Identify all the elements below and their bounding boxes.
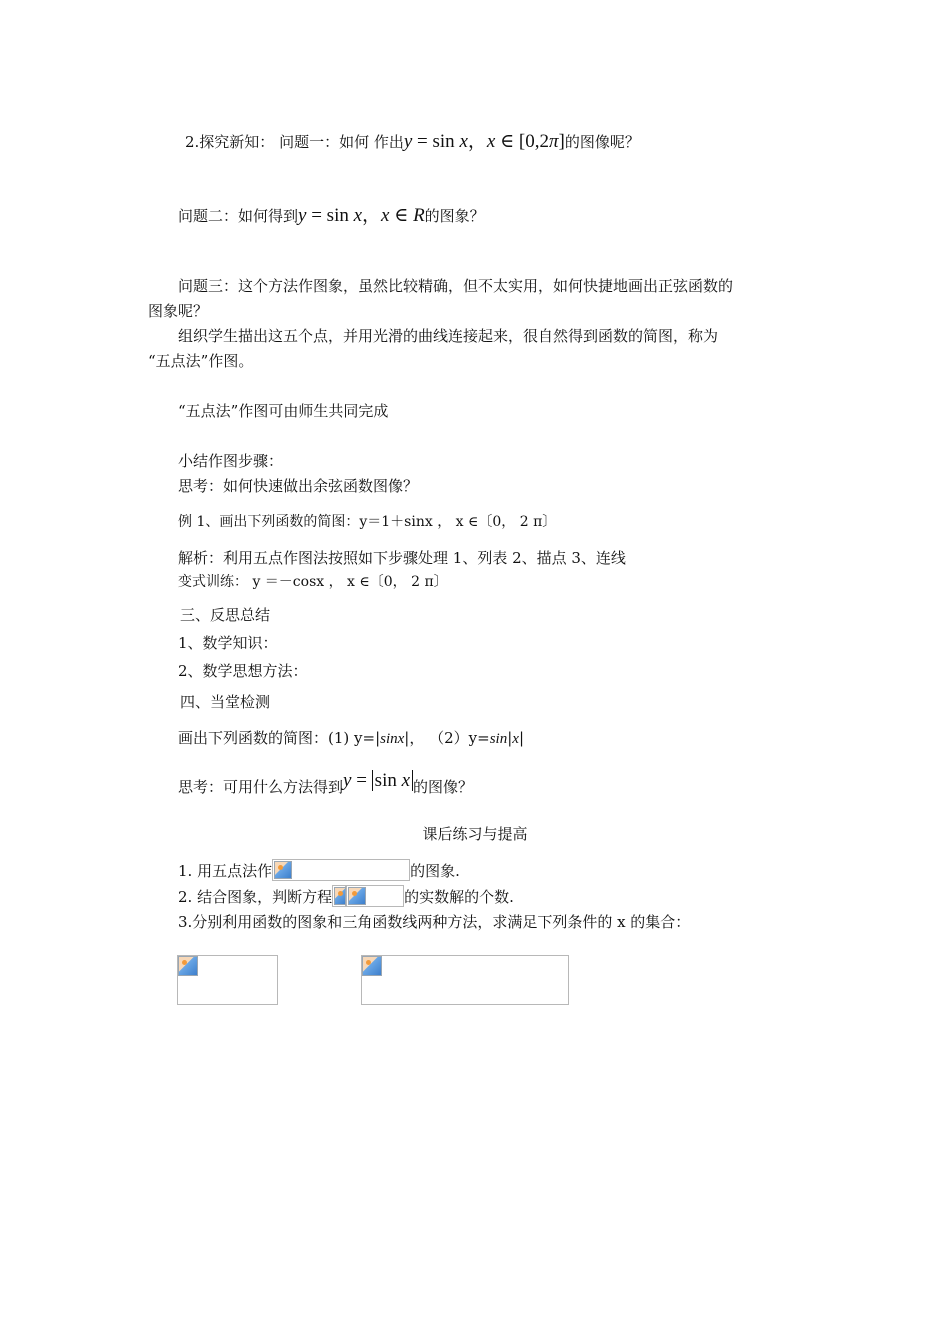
organize-line2: “五点法”作图。 [148, 352, 254, 370]
question-two-suffix: 的图象？ [424, 207, 485, 225]
question-one-intro: 2.探究新知： 问题一：如何 作出 [185, 133, 404, 151]
variant-training: 变式训练： y ＝－cosx ， x ∈〔0， 2 π〕 [178, 574, 448, 590]
formula-abs-sin: y = sin x [343, 770, 413, 791]
broken-image-icon [332, 885, 346, 907]
math-thinking: 2、数学思想方法： [178, 662, 308, 680]
broken-image-icon [346, 885, 404, 907]
math-knowledge: 1、数学知识： [178, 634, 278, 652]
formula-sin-interval: y = sin x，x ∈ [0,2π] [403, 131, 565, 152]
analysis-line: 解析：利用五点作图法按照如下步骤处理 1、列表 2、描点 3、连线 [178, 549, 626, 567]
draw-functions-line: 画出下列函数的简图：(1) y=|sinx|， （2）y=sin|x| [178, 729, 525, 747]
broken-image-icon [177, 955, 278, 1005]
five-point-note: “五点法”作图可由师生共同完成 [178, 402, 389, 420]
example-one: 例 1、画出下列函数的简图：y＝1＋sinx ， x ∈〔0， 2 π〕 [178, 514, 557, 530]
organize-line1: 组织学生描出这五个点，并用光滑的曲线连接起来，很自然得到函数的简图，称为 [178, 327, 719, 345]
think-cosine: 思考：如何快速做出余弦函数图像？ [178, 477, 419, 495]
exercise-two: 2. 结合图象，判断方程 的实数解的个数. [178, 885, 514, 907]
exercise-three: 3.分别利用函数的图象和三角函数线两种方法，求满足下列条件的 x 的集合： [178, 913, 691, 931]
homework-title: 课后练习与提高 [422, 825, 528, 843]
question-two-prefix: 问题二：如何得到 [178, 207, 299, 225]
broken-image-icon [272, 859, 410, 881]
formula-sin-real: y = sin x，x ∈ R [298, 205, 425, 226]
question-one-line [185, 132, 640, 152]
question-three-line1: 问题三：这个方法作图象，虽然比较精确，但不太实用，如何快捷地画出正弦函数的 [178, 277, 734, 295]
broken-image-icon [361, 955, 569, 1005]
summary-steps: 小结作图步骤： [178, 452, 284, 470]
exercise-one: 1. 用五点法作 的图象. [178, 859, 460, 881]
question-one-suffix: 的图像呢？ [564, 133, 640, 151]
think-abs-sin-line: 思考：可用什么方法得到y = sin x 的图像？ [178, 770, 474, 796]
section-four-title: 四、当堂检测 [180, 693, 271, 711]
question-three-line2: 图象呢？ [148, 302, 209, 320]
question-two-line [178, 206, 485, 226]
section-three-title: 三、反思总结 [180, 606, 271, 624]
